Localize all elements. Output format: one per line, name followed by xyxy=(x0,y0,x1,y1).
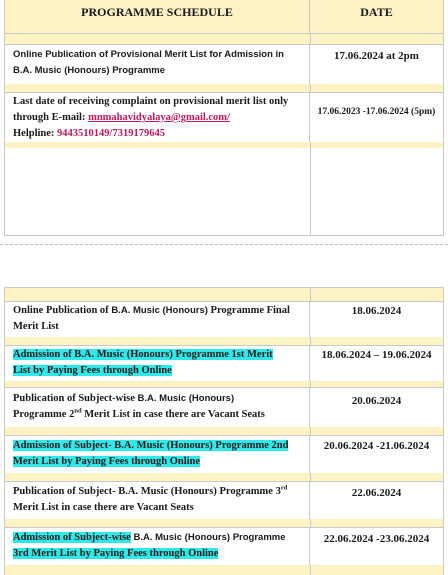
email-link[interactable]: mnmahavidyalaya@gmail.com/ xyxy=(88,112,230,123)
table-row xyxy=(4,481,444,519)
table-row xyxy=(4,301,444,337)
header-col1-label: PROGRAMME SCHEDULE xyxy=(81,5,233,19)
table-row xyxy=(4,92,444,142)
header-programme-schedule xyxy=(5,0,310,33)
row-date: 18.06.2024 – 19.06.2024 xyxy=(321,349,432,361)
row-date: 20.06.2024 -21.06.2024 xyxy=(323,440,430,452)
row-text: Online Publication of Provisional Merit List for Admission in B.A. Music (Honours) Programme xyxy=(13,49,284,76)
table-row xyxy=(4,527,444,565)
table-row xyxy=(4,435,444,473)
row-text: Online Publication of B.A. Music (Honours) Programme Final Merit List xyxy=(13,305,290,332)
table-header xyxy=(4,0,444,34)
row-date: 22.06.2024 -23.06.2024 xyxy=(323,533,430,545)
header-date xyxy=(310,0,443,33)
spacer-band xyxy=(4,34,444,44)
table-row xyxy=(4,345,444,381)
row-text: Publication of Subject-wise B.A. Music (Honours) Programme 2nd Merit List in case there are Vacant Seats xyxy=(13,393,265,420)
row-date: 20.06.2024 xyxy=(351,395,402,407)
helpline-number: 9443510149/7319179645 xyxy=(57,128,165,139)
row-text: Last date of receiving complaint on provisional merit list only through E-mail: mnmahavidyalaya@gmail.com/ Helpline: 9443510149/7319179645 xyxy=(13,96,289,139)
row-text: Admission of Subject- B.A. Music (Honours) Programme 2nd Merit List by Paying Fees through Online xyxy=(13,440,289,467)
row-date: 18.06.2024 xyxy=(351,305,402,317)
table-row xyxy=(4,44,444,84)
table-row xyxy=(4,387,444,427)
row-text: Admission of Subject-wise B.A. Music (Honours) Programme 3rd Merit List by Paying Fees through Online xyxy=(13,532,286,559)
row-text: Publication of Subject- B.A. Music (Honours) Programme 3rd Merit List in case there are Vacant Seats xyxy=(13,484,288,513)
row-date: 17.06.2023 -17.06.2024 (5pm) xyxy=(317,107,436,117)
row-date: 22.06.2024 xyxy=(351,487,402,499)
row-text: Admission of B.A. Music (Honours) Programme 1st Merit List by Paying Fees through Online xyxy=(13,349,273,376)
row-date: 17.06.2024 at 2pm xyxy=(334,50,419,62)
header-col2-label: DATE xyxy=(360,5,393,19)
